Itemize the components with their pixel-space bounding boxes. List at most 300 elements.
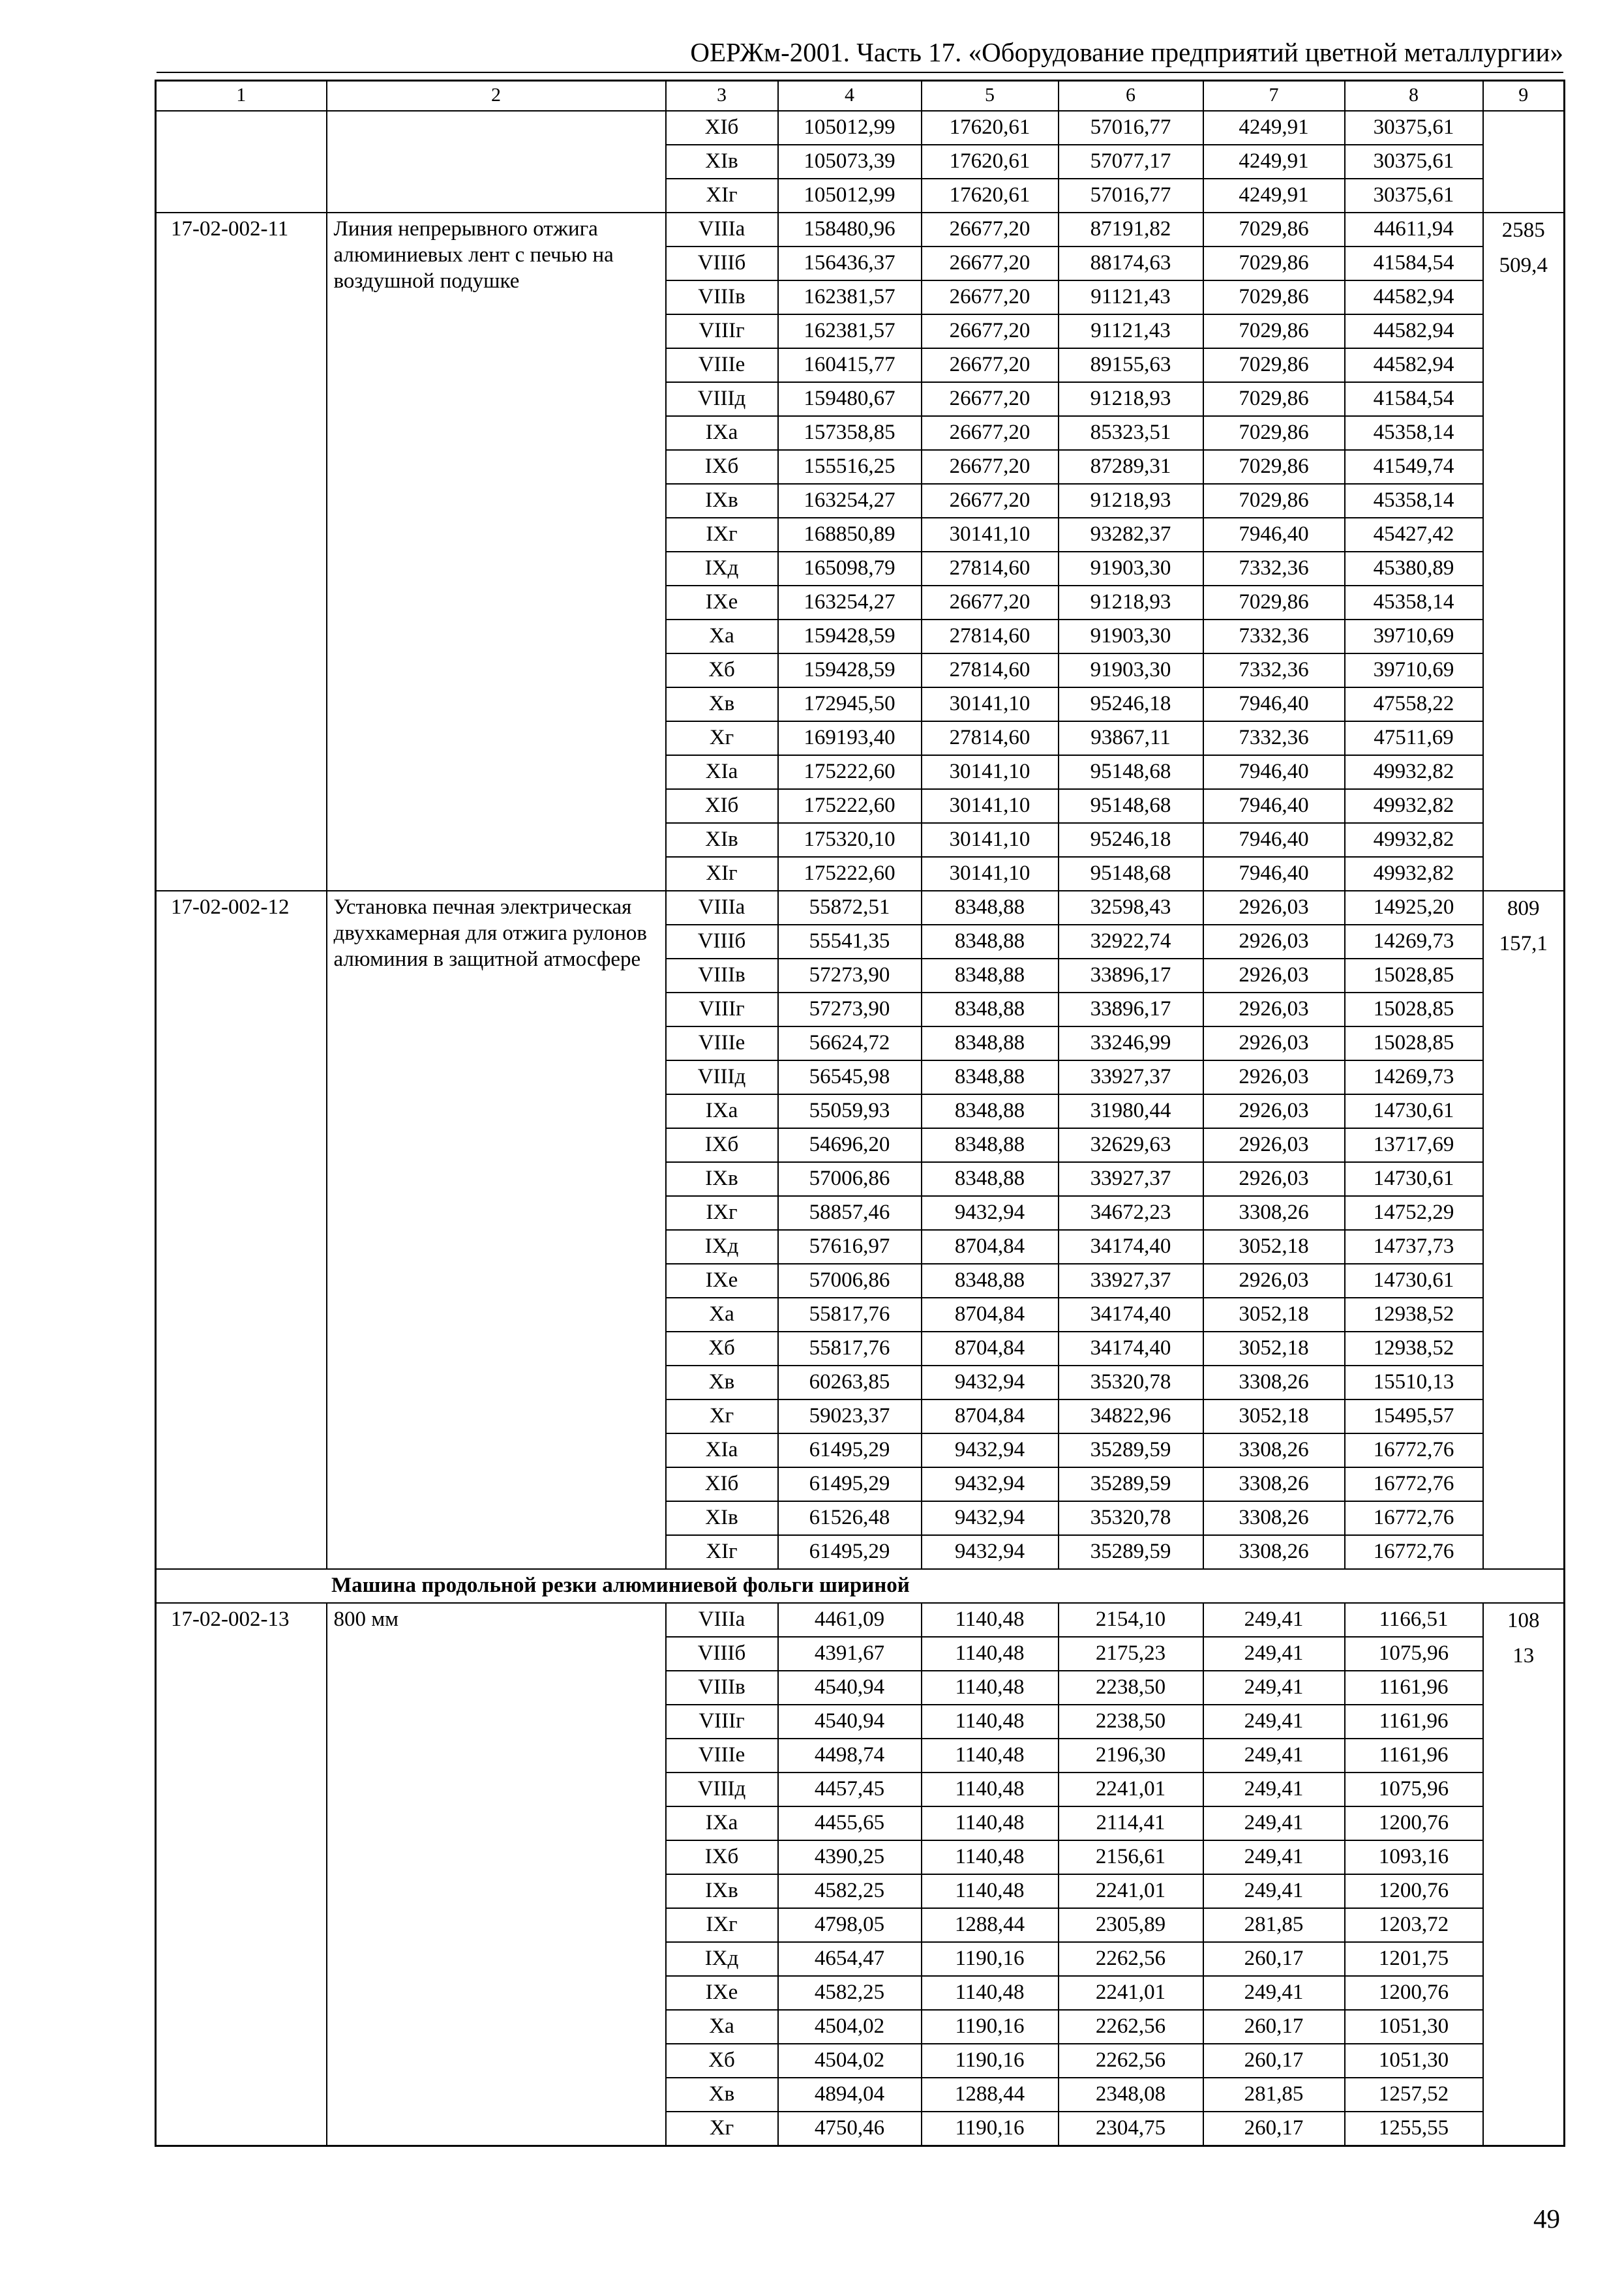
- column-number: 6: [1059, 81, 1203, 112]
- region-zone-cell: IXб: [666, 1128, 778, 1162]
- value-cell: 8704,84: [922, 1230, 1059, 1264]
- table-row: [156, 1603, 1565, 1637]
- value-cell: 93282,37: [1059, 518, 1203, 552]
- value-cell: 4457,45: [778, 1773, 922, 1806]
- value-cell: 2262,56: [1059, 2010, 1203, 2044]
- value-cell: 35320,78: [1059, 1366, 1203, 1399]
- value-cell: 32629,63: [1059, 1128, 1203, 1162]
- value-cell: 9432,94: [922, 1433, 1059, 1467]
- region-zone-cell: IXд: [666, 552, 778, 586]
- value-cell: 35289,59: [1059, 1467, 1203, 1501]
- value-cell: 55872,51: [778, 891, 922, 925]
- value-cell: 33246,99: [1059, 1026, 1203, 1060]
- value-cell: 13717,69: [1345, 1128, 1483, 1162]
- value-cell: 60263,85: [778, 1366, 922, 1399]
- value-cell: 34174,40: [1059, 1332, 1203, 1366]
- value-cell: 57273,90: [778, 959, 922, 993]
- value-cell: 2348,08: [1059, 2078, 1203, 2112]
- value-cell: 33896,17: [1059, 959, 1203, 993]
- note-value: [1488, 147, 1560, 182]
- value-cell: 159480,67: [778, 382, 922, 416]
- value-cell: 2926,03: [1203, 1060, 1345, 1094]
- value-cell: 55817,76: [778, 1298, 922, 1332]
- value-cell: 33927,37: [1059, 1162, 1203, 1196]
- value-cell: 44582,94: [1345, 314, 1483, 348]
- region-zone-cell: IXг: [666, 518, 778, 552]
- region-zone-cell: IXа: [666, 1806, 778, 1840]
- value-cell: 175222,60: [778, 789, 922, 823]
- region-zone-cell: XIв: [666, 145, 778, 179]
- value-cell: 1075,96: [1345, 1637, 1483, 1671]
- value-cell: 156436,37: [778, 247, 922, 280]
- region-zone-cell: VIIIа: [666, 891, 778, 925]
- region-zone-cell: IXб: [666, 1840, 778, 1874]
- value-cell: 54696,20: [778, 1128, 922, 1162]
- value-cell: 27814,60: [922, 653, 1059, 687]
- value-cell: 45380,89: [1345, 552, 1483, 586]
- value-cell: 1093,16: [1345, 1840, 1483, 1874]
- value-cell: 1200,76: [1345, 1806, 1483, 1840]
- column-number-row: [156, 81, 1565, 112]
- value-cell: 3308,26: [1203, 1501, 1345, 1535]
- value-cell: 55817,76: [778, 1332, 922, 1366]
- value-cell: 91218,93: [1059, 484, 1203, 518]
- value-cell: 26677,20: [922, 314, 1059, 348]
- value-cell: 95148,68: [1059, 857, 1203, 891]
- region-zone-cell: Xг: [666, 721, 778, 755]
- value-cell: 175320,10: [778, 823, 922, 857]
- value-cell: 249,41: [1203, 1603, 1345, 1637]
- value-cell: 7029,86: [1203, 280, 1345, 314]
- section-heading-row: [156, 1569, 1565, 1603]
- value-cell: 91121,43: [1059, 314, 1203, 348]
- value-cell: 7029,86: [1203, 450, 1345, 484]
- value-cell: 1200,76: [1345, 1874, 1483, 1908]
- value-cell: 31980,44: [1059, 1094, 1203, 1128]
- value-cell: 17620,61: [922, 179, 1059, 213]
- value-cell: 57016,77: [1059, 111, 1203, 145]
- value-cell: 8348,88: [922, 959, 1059, 993]
- value-cell: 8704,84: [922, 1399, 1059, 1433]
- value-cell: 1190,16: [922, 2010, 1059, 2044]
- value-cell: 30141,10: [922, 755, 1059, 789]
- note-value: 108: [1507, 1609, 1540, 1632]
- value-cell: 55541,35: [778, 925, 922, 959]
- value-cell: 3308,26: [1203, 1196, 1345, 1230]
- value-cell: 1140,48: [922, 1806, 1059, 1840]
- column-number: 7: [1203, 81, 1345, 112]
- value-cell: 45358,14: [1345, 416, 1483, 450]
- value-cell: 3052,18: [1203, 1298, 1345, 1332]
- region-zone-cell: IXг: [666, 1196, 778, 1230]
- value-cell: 260,17: [1203, 2010, 1345, 2044]
- value-cell: 163254,27: [778, 586, 922, 620]
- value-cell: 49932,82: [1345, 857, 1483, 891]
- value-cell: 57273,90: [778, 993, 922, 1026]
- value-cell: 7946,40: [1203, 687, 1345, 721]
- value-cell: 7029,86: [1203, 416, 1345, 450]
- value-cell: 155516,25: [778, 450, 922, 484]
- region-zone-cell: XIв: [666, 823, 778, 857]
- value-cell: 1203,72: [1345, 1908, 1483, 1942]
- value-cell: 7946,40: [1203, 789, 1345, 823]
- region-zone-cell: IXб: [666, 450, 778, 484]
- region-zone-cell: VIIIд: [666, 382, 778, 416]
- value-cell: 249,41: [1203, 1874, 1345, 1908]
- value-cell: 12938,52: [1345, 1298, 1483, 1332]
- value-cell: 3052,18: [1203, 1332, 1345, 1366]
- value-cell: 1288,44: [922, 2078, 1059, 2112]
- value-cell: 1161,96: [1345, 1705, 1483, 1739]
- value-cell: 4504,02: [778, 2044, 922, 2078]
- value-cell: 9432,94: [922, 1535, 1059, 1569]
- value-cell: 15028,85: [1345, 1026, 1483, 1060]
- value-cell: 162381,57: [778, 280, 922, 314]
- equipment-name: Линия непрерывного отжига алюминиевых лент с печью на воздушной подушке: [327, 213, 666, 891]
- column-number: 1: [156, 81, 327, 112]
- value-cell: 7332,36: [1203, 653, 1345, 687]
- value-cell: 1200,76: [1345, 1976, 1483, 2010]
- value-cell: 249,41: [1203, 1976, 1345, 2010]
- region-zone-cell: VIIIе: [666, 1026, 778, 1060]
- value-cell: 15495,57: [1345, 1399, 1483, 1433]
- value-cell: 4894,04: [778, 2078, 922, 2112]
- value-cell: 2926,03: [1203, 1264, 1345, 1298]
- value-cell: 7029,86: [1203, 314, 1345, 348]
- value-cell: 8348,88: [922, 993, 1059, 1026]
- region-zone-cell: IXа: [666, 416, 778, 450]
- value-cell: 57077,17: [1059, 145, 1203, 179]
- note-value: 809: [1507, 897, 1540, 920]
- value-cell: 15028,85: [1345, 959, 1483, 993]
- value-cell: 41584,54: [1345, 247, 1483, 280]
- value-cell: 14269,73: [1345, 1060, 1483, 1094]
- equipment-name: Установка печная электрическая двухкамерная для отжига рулонов алюминия в защитной атмосфере: [327, 891, 666, 1569]
- value-cell: 1190,16: [922, 2044, 1059, 2078]
- notes-cell: [1483, 213, 1565, 891]
- value-cell: 163254,27: [778, 484, 922, 518]
- value-cell: 168850,89: [778, 518, 922, 552]
- value-cell: 105012,99: [778, 179, 922, 213]
- value-cell: 26677,20: [922, 484, 1059, 518]
- value-cell: 8348,88: [922, 1264, 1059, 1298]
- region-zone-cell: XIв: [666, 1501, 778, 1535]
- value-cell: 30375,61: [1345, 145, 1483, 179]
- page-number: 49: [1533, 2204, 1560, 2234]
- value-cell: 2156,61: [1059, 1840, 1203, 1874]
- value-cell: 44611,94: [1345, 213, 1483, 247]
- value-cell: 1051,30: [1345, 2010, 1483, 2044]
- value-cell: 1140,48: [922, 1637, 1059, 1671]
- region-zone-cell: IXв: [666, 1874, 778, 1908]
- notes-cell: [1483, 1603, 1565, 2146]
- equipment-name: [327, 111, 666, 213]
- value-cell: 7946,40: [1203, 755, 1345, 789]
- value-cell: 93867,11: [1059, 721, 1203, 755]
- value-cell: 160415,77: [778, 348, 922, 382]
- value-cell: 2241,01: [1059, 1773, 1203, 1806]
- value-cell: 91218,93: [1059, 586, 1203, 620]
- value-cell: 4654,47: [778, 1942, 922, 1976]
- value-cell: 7332,36: [1203, 620, 1345, 653]
- value-cell: 95148,68: [1059, 755, 1203, 789]
- value-cell: 3052,18: [1203, 1230, 1345, 1264]
- value-cell: 249,41: [1203, 1637, 1345, 1671]
- value-cell: 1140,48: [922, 1739, 1059, 1773]
- value-cell: 2196,30: [1059, 1739, 1203, 1773]
- value-cell: 1140,48: [922, 1671, 1059, 1705]
- region-zone-cell: Xв: [666, 1366, 778, 1399]
- region-zone-cell: Xв: [666, 2078, 778, 2112]
- value-cell: 26677,20: [922, 586, 1059, 620]
- region-zone-cell: VIIIг: [666, 314, 778, 348]
- value-cell: 249,41: [1203, 1840, 1345, 1874]
- value-cell: 30375,61: [1345, 111, 1483, 145]
- rate-code: [156, 111, 327, 213]
- value-cell: 249,41: [1203, 1671, 1345, 1705]
- value-cell: 2238,50: [1059, 1671, 1203, 1705]
- table-row: [156, 213, 1565, 247]
- value-cell: 34174,40: [1059, 1298, 1203, 1332]
- value-cell: 55059,93: [778, 1094, 922, 1128]
- value-cell: 87289,31: [1059, 450, 1203, 484]
- value-cell: 281,85: [1203, 2078, 1345, 2112]
- region-zone-cell: VIIIб: [666, 247, 778, 280]
- value-cell: 49932,82: [1345, 823, 1483, 857]
- region-zone-cell: XIг: [666, 857, 778, 891]
- value-cell: 91903,30: [1059, 552, 1203, 586]
- value-cell: 175222,60: [778, 857, 922, 891]
- region-zone-cell: VIIIб: [666, 925, 778, 959]
- region-zone-cell: XIб: [666, 789, 778, 823]
- value-cell: 26677,20: [922, 213, 1059, 247]
- region-zone-cell: IXг: [666, 1908, 778, 1942]
- value-cell: 14925,20: [1345, 891, 1483, 925]
- value-cell: 30375,61: [1345, 179, 1483, 213]
- value-cell: 2926,03: [1203, 1162, 1345, 1196]
- value-cell: 47558,22: [1345, 687, 1483, 721]
- value-cell: 4540,94: [778, 1705, 922, 1739]
- value-cell: 1140,48: [922, 1773, 1059, 1806]
- value-cell: 57016,77: [1059, 179, 1203, 213]
- value-cell: 249,41: [1203, 1806, 1345, 1840]
- value-cell: 91903,30: [1059, 653, 1203, 687]
- value-cell: 3308,26: [1203, 1467, 1345, 1501]
- value-cell: 2926,03: [1203, 925, 1345, 959]
- value-cell: 14752,29: [1345, 1196, 1483, 1230]
- value-cell: 7029,86: [1203, 586, 1345, 620]
- value-cell: 14737,73: [1345, 1230, 1483, 1264]
- value-cell: 2262,56: [1059, 1942, 1203, 1976]
- value-cell: 35289,59: [1059, 1433, 1203, 1467]
- table-row: [156, 111, 1565, 145]
- value-cell: 2262,56: [1059, 2044, 1203, 2078]
- value-cell: 4249,91: [1203, 145, 1345, 179]
- value-cell: 8348,88: [922, 891, 1059, 925]
- value-cell: 45358,14: [1345, 484, 1483, 518]
- value-cell: 8348,88: [922, 1060, 1059, 1094]
- value-cell: 8704,84: [922, 1332, 1059, 1366]
- value-cell: 1075,96: [1345, 1773, 1483, 1806]
- value-cell: 58857,46: [778, 1196, 922, 1230]
- value-cell: 7029,86: [1203, 213, 1345, 247]
- column-number: 4: [778, 81, 922, 112]
- value-cell: 30141,10: [922, 823, 1059, 857]
- value-cell: 17620,61: [922, 145, 1059, 179]
- value-cell: 7946,40: [1203, 823, 1345, 857]
- value-cell: 41549,74: [1345, 450, 1483, 484]
- region-zone-cell: IXе: [666, 1264, 778, 1298]
- region-zone-cell: Xа: [666, 2010, 778, 2044]
- value-cell: 4390,25: [778, 1840, 922, 1874]
- value-cell: 3052,18: [1203, 1399, 1345, 1433]
- value-cell: 1288,44: [922, 1908, 1059, 1942]
- value-cell: 26677,20: [922, 280, 1059, 314]
- rate-code: 17-02-002-12: [156, 891, 327, 1569]
- value-cell: 2926,03: [1203, 891, 1345, 925]
- value-cell: 61526,48: [778, 1501, 922, 1535]
- value-cell: 33927,37: [1059, 1060, 1203, 1094]
- value-cell: 9432,94: [922, 1501, 1059, 1535]
- value-cell: 1140,48: [922, 1603, 1059, 1637]
- value-cell: 89155,63: [1059, 348, 1203, 382]
- value-cell: 30141,10: [922, 789, 1059, 823]
- value-cell: 34822,96: [1059, 1399, 1203, 1433]
- value-cell: 2926,03: [1203, 959, 1345, 993]
- table-row: [156, 891, 1565, 925]
- value-cell: 8348,88: [922, 925, 1059, 959]
- value-cell: 14269,73: [1345, 925, 1483, 959]
- region-zone-cell: Xб: [666, 1332, 778, 1366]
- value-cell: 85323,51: [1059, 416, 1203, 450]
- value-cell: 4750,46: [778, 2112, 922, 2146]
- note-value: 157,1: [1499, 932, 1548, 955]
- value-cell: 4391,67: [778, 1637, 922, 1671]
- region-zone-cell: VIIIб: [666, 1637, 778, 1671]
- value-cell: 33896,17: [1059, 993, 1203, 1026]
- value-cell: 169193,40: [778, 721, 922, 755]
- value-cell: 249,41: [1203, 1705, 1345, 1739]
- region-zone-cell: XIг: [666, 179, 778, 213]
- value-cell: 12938,52: [1345, 1332, 1483, 1366]
- value-cell: 2304,75: [1059, 2112, 1203, 2146]
- value-cell: 8348,88: [922, 1094, 1059, 1128]
- region-zone-cell: IXд: [666, 1942, 778, 1976]
- value-cell: 172945,50: [778, 687, 922, 721]
- value-cell: 45358,14: [1345, 586, 1483, 620]
- value-cell: 7029,86: [1203, 484, 1345, 518]
- region-zone-cell: VIIIв: [666, 280, 778, 314]
- value-cell: 1140,48: [922, 1705, 1059, 1739]
- region-zone-cell: XIг: [666, 1535, 778, 1569]
- value-cell: 2926,03: [1203, 1026, 1345, 1060]
- value-cell: 14730,61: [1345, 1094, 1483, 1128]
- value-cell: 7029,86: [1203, 247, 1345, 280]
- value-cell: 91218,93: [1059, 382, 1203, 416]
- value-cell: 4798,05: [778, 1908, 922, 1942]
- value-cell: 1140,48: [922, 1874, 1059, 1908]
- value-cell: 16772,76: [1345, 1467, 1483, 1501]
- region-zone-cell: Xг: [666, 2112, 778, 2146]
- value-cell: 4249,91: [1203, 179, 1345, 213]
- value-cell: 8348,88: [922, 1162, 1059, 1196]
- value-cell: 44582,94: [1345, 280, 1483, 314]
- value-cell: 1140,48: [922, 1840, 1059, 1874]
- value-cell: 165098,79: [778, 552, 922, 586]
- table-body: [156, 81, 1565, 2146]
- region-zone-cell: VIIIг: [666, 993, 778, 1026]
- value-cell: 45427,42: [1345, 518, 1483, 552]
- value-cell: 7029,86: [1203, 348, 1345, 382]
- value-cell: 32598,43: [1059, 891, 1203, 925]
- value-cell: 44582,94: [1345, 348, 1483, 382]
- value-cell: 7946,40: [1203, 857, 1345, 891]
- value-cell: 8704,84: [922, 1298, 1059, 1332]
- value-cell: 26677,20: [922, 382, 1059, 416]
- value-cell: 4455,65: [778, 1806, 922, 1840]
- value-cell: 2154,10: [1059, 1603, 1203, 1637]
- value-cell: 57006,86: [778, 1264, 922, 1298]
- rate-code: 17-02-002-11: [156, 213, 327, 891]
- value-cell: 2926,03: [1203, 1094, 1345, 1128]
- value-cell: 27814,60: [922, 620, 1059, 653]
- value-cell: 95148,68: [1059, 789, 1203, 823]
- note-value: 13: [1512, 1644, 1535, 1668]
- value-cell: 9432,94: [922, 1196, 1059, 1230]
- region-zone-cell: VIIIд: [666, 1060, 778, 1094]
- value-cell: 34672,23: [1059, 1196, 1203, 1230]
- value-cell: 47511,69: [1345, 721, 1483, 755]
- value-cell: 17620,61: [922, 111, 1059, 145]
- notes-cell: [1483, 111, 1565, 213]
- value-cell: 41584,54: [1345, 382, 1483, 416]
- value-cell: 39710,69: [1345, 653, 1483, 687]
- value-cell: 4582,25: [778, 1874, 922, 1908]
- region-zone-cell: IXа: [666, 1094, 778, 1128]
- region-zone-cell: VIIIв: [666, 1671, 778, 1705]
- value-cell: 15510,13: [1345, 1366, 1483, 1399]
- region-zone-cell: IXв: [666, 1162, 778, 1196]
- value-cell: 95246,18: [1059, 687, 1203, 721]
- value-cell: 162381,57: [778, 314, 922, 348]
- value-cell: 39710,69: [1345, 620, 1483, 653]
- value-cell: 7029,86: [1203, 382, 1345, 416]
- value-cell: 1161,96: [1345, 1671, 1483, 1705]
- region-zone-cell: Xб: [666, 2044, 778, 2078]
- value-cell: 1201,75: [1345, 1942, 1483, 1976]
- value-cell: 1257,52: [1345, 2078, 1483, 2112]
- column-number: 2: [327, 81, 666, 112]
- value-cell: 59023,37: [778, 1399, 922, 1433]
- value-cell: 26677,20: [922, 450, 1059, 484]
- value-cell: 3308,26: [1203, 1433, 1345, 1467]
- value-cell: 105073,39: [778, 145, 922, 179]
- value-cell: 7946,40: [1203, 518, 1345, 552]
- value-cell: 2175,23: [1059, 1637, 1203, 1671]
- value-cell: 260,17: [1203, 1942, 1345, 1976]
- value-cell: 95246,18: [1059, 823, 1203, 857]
- value-cell: 26677,20: [922, 348, 1059, 382]
- region-zone-cell: XIб: [666, 1467, 778, 1501]
- value-cell: 2305,89: [1059, 1908, 1203, 1942]
- value-cell: 159428,59: [778, 620, 922, 653]
- note-value: [1488, 112, 1560, 147]
- value-cell: 260,17: [1203, 2112, 1345, 2146]
- value-cell: 281,85: [1203, 1908, 1345, 1942]
- value-cell: 2241,01: [1059, 1874, 1203, 1908]
- value-cell: 61495,29: [778, 1535, 922, 1569]
- value-cell: 105012,99: [778, 111, 922, 145]
